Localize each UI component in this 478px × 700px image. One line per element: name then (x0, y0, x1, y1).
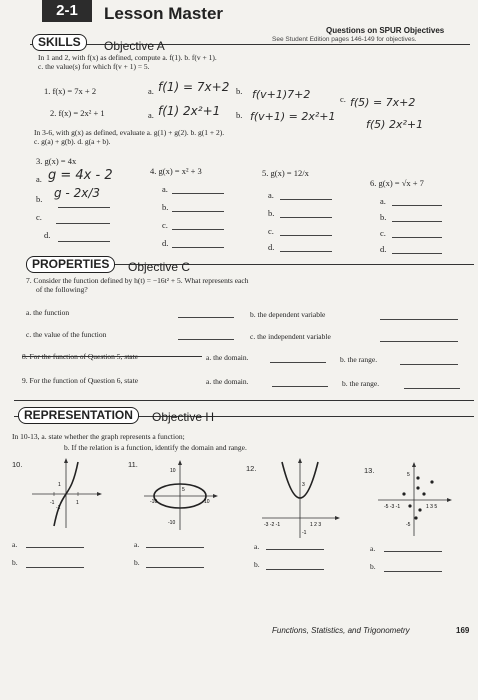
graph-13 (374, 460, 454, 540)
answer-line (172, 228, 224, 230)
answer-line (26, 566, 84, 568)
answer-line (58, 240, 110, 242)
spur-subtitle: See Student Edition pages 146-149 for objectives. (272, 36, 417, 43)
graph-12-part-b: b. (254, 560, 260, 569)
representation-intro-2: b. If the relation is a function, identify the domain and range. (64, 443, 247, 452)
answer-line (266, 548, 324, 550)
graph-13-part-a: a. (370, 544, 376, 553)
answer-line (270, 361, 326, 363)
answer-line (384, 550, 442, 552)
representation-intro-1: In 10-13, a. state whether the graph represents a function; (12, 432, 185, 441)
answer-line (400, 363, 458, 365)
question-6: 6. g(x) = √x + 7 (370, 178, 424, 188)
answer-line (172, 246, 224, 248)
question-5: 5. g(x) = 12/x (262, 168, 309, 178)
graph-12 (258, 456, 342, 540)
question-3: 3. g(x) = 4x (36, 156, 77, 166)
skills-intro-4: c. g(a) + g(b). d. g(a + b). (34, 137, 111, 146)
lesson-title: Lesson Master (104, 4, 224, 23)
graph-13-part-b: b. (370, 562, 376, 571)
part-c: c. (340, 94, 346, 104)
part-c: c. (380, 228, 386, 238)
part-c: c. (36, 212, 42, 222)
skills-label: SKILLS (32, 34, 87, 51)
svg-text:1 2 3: 1 2 3 (310, 522, 322, 528)
representation-label: REPRESENTATION (18, 407, 139, 424)
answer-line (392, 236, 442, 238)
answer-2b: f(v+1) = 2x²+1 (250, 110, 336, 123)
q7-part-c: c. the value of the function (26, 330, 107, 339)
svg-text:-3 -2 -1: -3 -2 -1 (264, 522, 281, 528)
part-c: c. (162, 220, 168, 230)
answer-line (380, 340, 458, 342)
answer-line (392, 252, 442, 254)
answer-line (146, 546, 204, 548)
answer-3a: g = 4x - 2 (48, 168, 113, 183)
properties-objective: Objective C (128, 260, 191, 274)
representation-rule-top (14, 400, 474, 401)
answer-line (26, 546, 84, 548)
q7-part-a: a. the function (26, 308, 70, 317)
answer-2c: f(5) 2x²+1 (366, 118, 424, 131)
graph-10-label: 10. (12, 460, 23, 469)
svg-text:-5 -3 -1: -5 -3 -1 (384, 504, 401, 510)
answer-line (384, 570, 442, 572)
answer-line (280, 234, 332, 236)
skills-intro-2: c. the value(s) for which f(v + 1) = 5. (38, 62, 150, 71)
answer-line (280, 198, 332, 200)
svg-text:1: 1 (76, 500, 79, 506)
answer-line (172, 210, 224, 212)
skills-intro-3: In 3-6, with g(x) as defined, evaluate a. g(1) + g(2). b. g(1 + 2). (34, 128, 225, 137)
answer-line (380, 318, 458, 320)
question-9: 9. For the function of Question 6, state (22, 376, 139, 385)
question-4: 4. g(x) = x² + 3 (150, 166, 202, 176)
part-a: a. (162, 184, 168, 194)
graph-11 (140, 458, 220, 534)
answer-line (392, 204, 442, 206)
part-b: b. (236, 110, 243, 120)
q7-part-d: c. the independent variable (250, 332, 331, 341)
part-c: c. (268, 226, 274, 236)
graph-11-part-b: b. (134, 558, 140, 567)
q7-part-b: b. the dependent variable (250, 310, 326, 319)
svg-text:3: 3 (302, 482, 305, 488)
answer-1c: f(5) = 7x+2 (350, 96, 416, 109)
part-a: a. (148, 86, 154, 96)
graph-11-part-a: a. (134, 540, 140, 549)
answer-line (58, 206, 110, 208)
strikethrough (22, 356, 202, 357)
part-d: d. (268, 242, 275, 252)
graph-12-part-a: a. (254, 542, 260, 551)
answer-line (404, 387, 460, 389)
question-1: 1. f(x) = 7x + 2 (44, 86, 97, 96)
answer-2a: f(1) 2x²+1 (158, 104, 221, 118)
part-a: a. (268, 190, 274, 200)
skills-rule (30, 44, 470, 45)
svg-text:10: 10 (204, 499, 210, 505)
part-b: b. (268, 208, 275, 218)
part-a: a. (380, 196, 386, 206)
part-d: d. (380, 244, 387, 254)
graph-12-label: 12. (246, 464, 257, 473)
part-d: d. (162, 238, 169, 248)
svg-text:1: 1 (58, 482, 61, 488)
answer-3b: g - 2x/3 (54, 186, 100, 200)
representation-objective: Objective H (152, 410, 215, 424)
spur-title: Questions on SPUR Objectives (326, 26, 445, 35)
answer-line (280, 250, 332, 252)
svg-text:1 3 5: 1 3 5 (426, 504, 438, 510)
answer-line (266, 568, 324, 570)
answer-line (392, 220, 442, 222)
graph-10-part-b: b. (12, 558, 18, 567)
graph-11-label: 11. (128, 460, 138, 469)
graph-13-label: 13. (364, 466, 375, 475)
part-b: b. (162, 202, 169, 212)
svg-text:-1: -1 (50, 500, 55, 506)
answer-1b: f(v+1)7+2 (252, 88, 311, 101)
svg-text:5: 5 (182, 487, 185, 493)
skills-objective: Objective A (104, 39, 165, 53)
svg-text:10: 10 (170, 468, 176, 474)
q9-range: b. the range. (342, 379, 380, 388)
svg-text:-10: -10 (150, 499, 158, 505)
graph-10-part-a: a. (12, 540, 18, 549)
answer-line (178, 338, 234, 340)
answer-line (172, 192, 224, 194)
answer-line (178, 316, 234, 318)
svg-text:-10: -10 (168, 520, 176, 526)
svg-text:-1: -1 (302, 530, 307, 536)
part-a: a. (36, 174, 42, 184)
lesson-number: 2-1 (42, 0, 92, 22)
properties-label: PROPERTIES (26, 256, 115, 273)
svg-text:-5: -5 (406, 522, 411, 528)
q8-range: b. the range. (340, 355, 378, 364)
part-b: b. (236, 86, 243, 96)
page-number: 169 (456, 626, 470, 635)
answer-line (272, 385, 328, 387)
question-7-cont: of the following? (36, 285, 88, 294)
answer-line (280, 216, 332, 218)
q8-domain: a. the domain. (206, 353, 249, 362)
svg-text:5: 5 (407, 472, 410, 478)
graph-10 (28, 456, 104, 532)
skills-intro-1: In 1 and 2, with f(x) as defined, compute a. f(1). b. f(v + 1). (38, 53, 217, 62)
svg-text:-1: -1 (56, 505, 61, 511)
part-b: b. (380, 212, 387, 222)
question-7: 7. Consider the function defined by h(t) = −16t² + 5. What represents each (26, 276, 249, 285)
answer-line (56, 222, 110, 224)
part-b: b. (36, 194, 43, 204)
part-a: a. (148, 110, 154, 120)
question-2: 2. f(x) = 2x² + 1 (50, 108, 105, 118)
part-d: d. (44, 230, 51, 240)
answer-line (146, 566, 204, 568)
answer-1a: f(1) = 7x+2 (158, 80, 230, 94)
footer-book-title: Functions, Statistics, and Trigonometry (272, 626, 410, 635)
q9-domain: a. the domain. (206, 377, 249, 386)
